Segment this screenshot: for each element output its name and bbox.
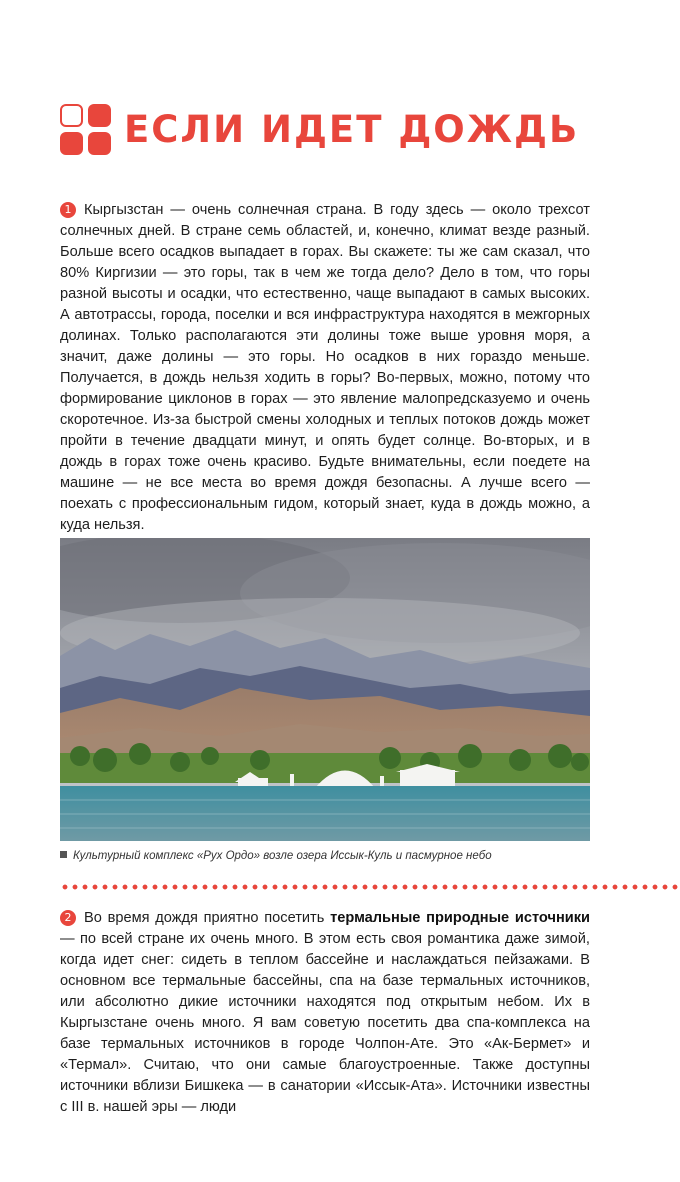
paragraph-1 [60,200,590,536]
four-squares-icon [60,104,112,156]
dotted-divider [60,884,680,890]
item-number-badge: 2 [60,910,76,926]
page-title: ЕСЛИ ИДЕТ ДОЖДЬ [124,108,580,151]
lake-photo [60,538,590,841]
photo-caption [60,848,620,864]
section-header [60,104,660,160]
paragraph-2-text: — по всей стране их очень много. В этом есть своя романтика даже зимой, когда идет снег: сидеть в теплом бассейне и наслаждаться пейзажами. В основном все термальные бассейны, спа на базе термальных источников, или абсолютно дикие источники находятся под открытым небом. Их в Кыргызстане очень много. Я вам советую посетить два спа-комплекса на базе термальных источников в городе Чолпон-Ате. Это «Ак-Бермет» и «Термал». Считаю, что они самые благоустроенные. Также доступны источники вблизи Бишкека — в санатории «Иссык-Ата». Источники известны с III в. нашей эры — люди [60,931,590,1115]
paragraph-2-intro: Во время дождя приятно посетить [84,910,331,926]
caption-text: Культурный комплекс «Рух Ордо» возле озера Иссык-Куль и пасмурное небо [73,850,492,862]
paragraph-2 [60,908,590,1118]
caption-marker-icon [60,851,67,858]
paragraph-2-highlight: термальные природные источники [330,910,590,926]
item-number-badge: 1 [60,202,76,218]
paragraph-1-text: Кыргызстан — очень солнечная страна. В году здесь — около трехсот солнечных дней. В стране семь областей, и, конечно, климат везде разный. Больше всего осадков выпадает в горах. Вы скажете: ты же сам сказал, что 80% Киргизии — это горы, так в чем же тогда дело? Дело в том, что горы разной высоты и осадки, что естественно, чаще выпадают в самых высоких. А автотрассы, города, поселки и вся инфраструктура находятся в межгорных долинах. Только располагаются эти долины тоже выше уровня моря, а значит, даже долины — это горы. Но осадков в них гораздо меньше. Получается, в дождь нельзя ходить в горы? Во-первых, можно, потому что формирование циклонов в горах — это явление малопредсказуемо и очень скоротечное. Из-за быстрой смены холодных и теплых потоков дождь может пройти в течение двадцати минут, и опять будет солнце. Во-вторых, и в дождь в горах тоже очень красиво. Будьте внимательны, если поедете на машине — не все места во время дождя безопасны. А лучше всего — поехать с профессиональным гидом, который знает, куда в дождь можно, а куда нельзя. [60,202,590,533]
